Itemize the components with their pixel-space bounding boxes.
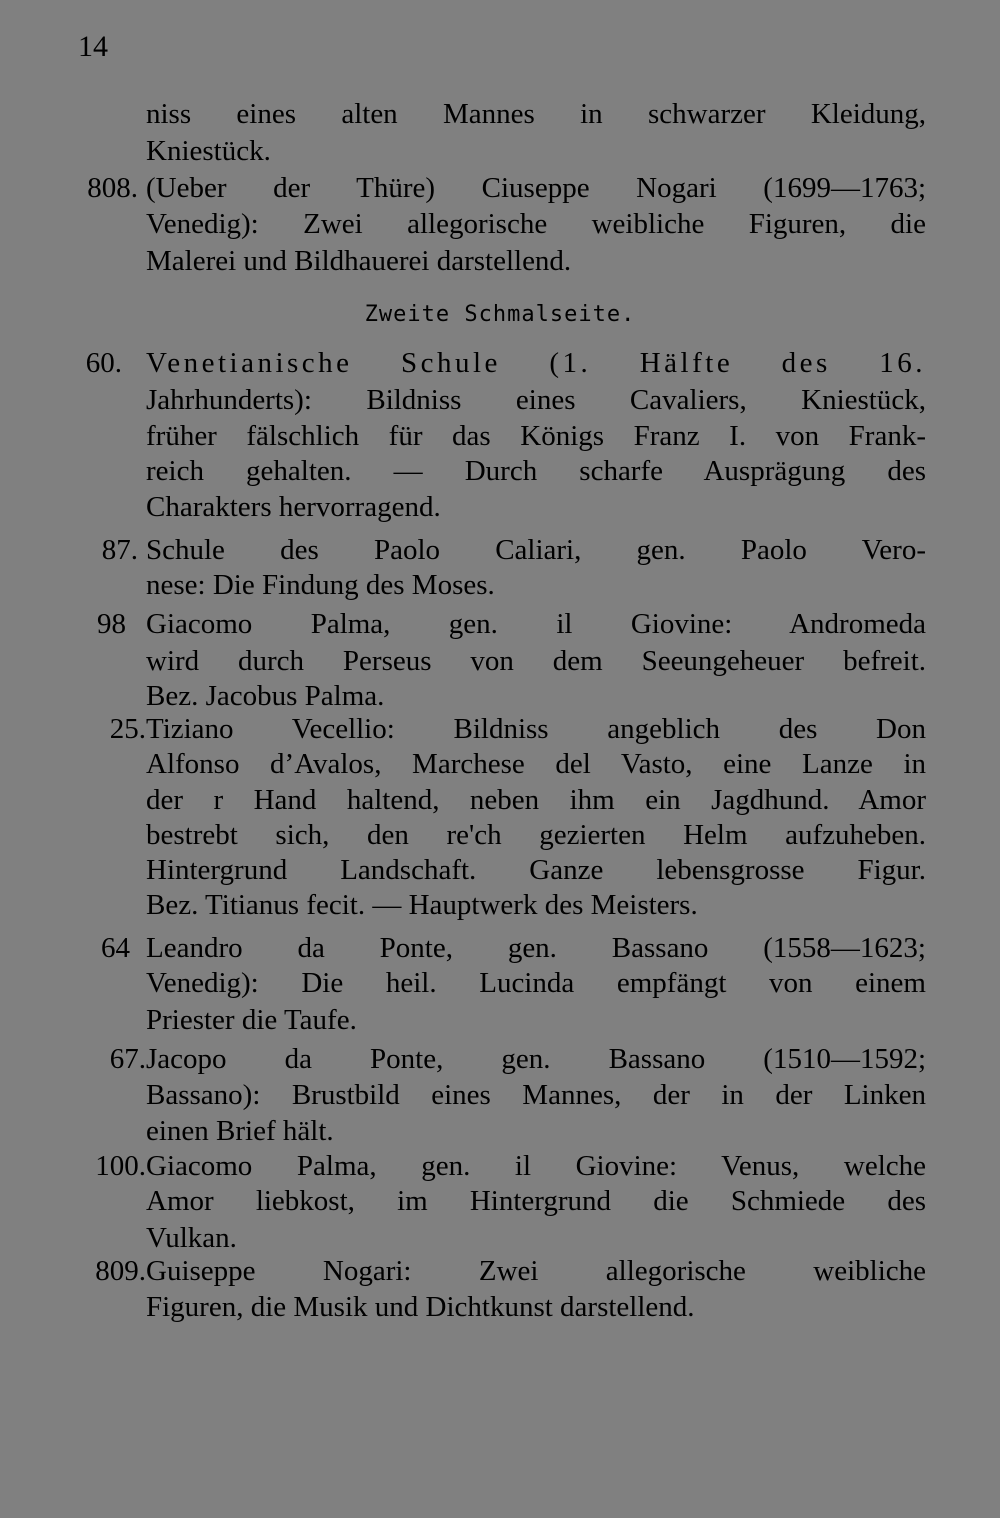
- entry-5-line-1: Alfonso d’Avalos, Marchese del Vasto, eine Lanze in: [146, 748, 926, 780]
- entry-2-line-2: früher fälschlich für das Königs Franz I. von Frank-: [146, 420, 926, 452]
- entry-4-line-2: Bez. Jacobus Palma.: [146, 680, 385, 712]
- entry-1-line-2: Malerei und Bildhauerei darstellend.: [146, 245, 572, 277]
- entry-7-number: 67.: [109, 1043, 146, 1075]
- entry-7-line-1: Bassano): Brustbild eines Mannes, der in der Linken: [146, 1079, 926, 1111]
- entry-1-line-0: (Ueber der Thüre) Ciuseppe Nogari (1699—1763;: [146, 172, 926, 204]
- entry-4-line-0: Giacomo Palma, gen. il Giovine: Andromeda: [146, 608, 926, 640]
- entry-4-number: 98: [97, 608, 126, 640]
- entry-5-line-3: bestrebt sich, den re'ch gezierten Helm aufzuheben.: [146, 819, 926, 851]
- entry-9-line-1: Figuren, die Musik und Dichtkunst darstellend.: [146, 1291, 695, 1323]
- entry-2-line-3: reich gehalten. — Durch scharfe Ausprägung des: [146, 455, 926, 487]
- entry-4-line-1: wird durch Perseus von dem Seeungeheuer befreit.: [146, 645, 926, 677]
- entry-5-line-0: Tiziano Vecellio: Bildniss angeblich des Don: [146, 713, 926, 745]
- entry-3-line-1: nese: Die Findung des Moses.: [146, 569, 495, 601]
- entry-5-line-4: Hintergrund Landschaft. Ganze lebensgrosse Figur.: [146, 854, 926, 886]
- entry-8-line-2: Vulkan.: [146, 1222, 237, 1254]
- entry-1-line-1: Venedig): Zwei allegorische weibliche Figuren, die: [146, 208, 926, 240]
- entry-9-number: 809.: [95, 1255, 146, 1287]
- entry-8-line-1: Amor liebkost, im Hintergrund die Schmiede des: [146, 1185, 926, 1217]
- entry-6-line-1: Venedig): Die heil. Lucinda empfängt von einem: [146, 967, 926, 999]
- page-number: 14: [78, 30, 108, 63]
- entry-5-line-2: der r Hand haltend, neben ihm ein Jagdhund. Amor: [146, 784, 926, 816]
- entry-0-line-1: Kniestück.: [146, 135, 271, 167]
- entry-1-number: 808.: [87, 172, 138, 204]
- entry-5-line-5: Bez. Titianus fecit. — Hauptwerk des Meisters.: [146, 889, 698, 921]
- entry-3-line-0: Schule des Paolo Caliari, gen. Paolo Vero-: [146, 534, 926, 566]
- entry-2-line-1: Jahrhunderts): Bildniss eines Cavaliers, Kniestück,: [146, 384, 926, 416]
- entry-3-number: 87.: [101, 534, 138, 566]
- entry-5-number: 25.: [109, 713, 146, 745]
- entry-7-line-0: Jacopo da Ponte, gen. Bassano (1510—1592;: [146, 1043, 926, 1075]
- entry-6-number: 64: [101, 932, 130, 964]
- entry-0-line-0: niss eines alten Mannes in schwarzer Kleidung,: [146, 98, 926, 130]
- entry-8-line-0: Giacomo Palma, gen. il Giovine: Venus, welche: [146, 1150, 926, 1182]
- entry-8-number: 100.: [95, 1150, 146, 1182]
- entry-9-line-0: Guiseppe Nogari: Zwei allegorische weibliche: [146, 1255, 926, 1287]
- section-heading: Zweite Schmalseite.: [364, 302, 636, 327]
- entry-2-number: 60.: [85, 347, 122, 379]
- entry-6-line-2: Priester die Taufe.: [146, 1004, 357, 1036]
- entry-2-line-0: Venetianische Schule (1. Hälfte des 16.: [146, 347, 926, 379]
- entry-6-line-0: Leandro da Ponte, gen. Bassano (1558—1623;: [146, 932, 926, 964]
- entry-2-line-4: Charakters hervorragend.: [146, 491, 441, 523]
- entry-7-line-2: einen Brief hält.: [146, 1115, 334, 1147]
